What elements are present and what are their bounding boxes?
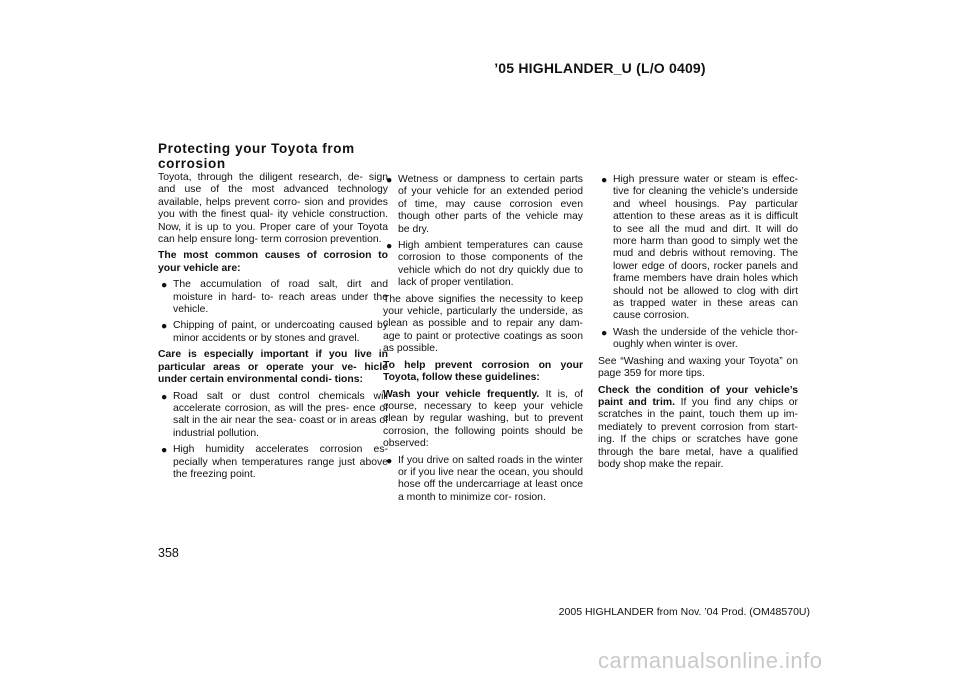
list-item — [383, 455, 583, 505]
bullet-icon: ● — [601, 326, 608, 339]
bullet-icon: ● — [161, 444, 168, 457]
guidelines-heading: To help prevent corrosion on your Toyota, follow these guidelines: — [383, 359, 583, 384]
bullet-icon: ● — [386, 174, 393, 186]
signifies-paragraph: The above signifies the necessity to keep your vehicle, particularly the underside, as clean as possible and to repair any dam- age to paint or protective coatings as soon as possible. — [383, 293, 583, 355]
list-item-text: The accumulation of road salt, dirt and moisture in hard- to- reach areas under the vehicle. — [173, 279, 388, 316]
column-1 — [158, 172, 388, 485]
check-lead: Check the condition of your vehicle’s paint and trim. — [598, 384, 798, 408]
bullet-icon: ● — [386, 454, 393, 467]
watermark-text: carmanualsonline.info — [598, 648, 823, 673]
list-item — [158, 391, 388, 441]
column-2 — [383, 174, 583, 508]
list-item — [158, 320, 388, 345]
intro-paragraph: Toyota, through the diligent research, de- sign and use of the most advanced technology available, helps prevent corro- sion and provides you with the finest qual- ity vehicle construction. Now, it is up to you. Proper care of your Toyota can help ensure long- term corrosion prevention. — [158, 172, 388, 246]
section-title: Protecting your Toyota from corrosion — [158, 141, 355, 171]
wash-paragraph — [383, 389, 583, 451]
page-number: 358 — [158, 546, 179, 560]
bullet-icon: ● — [161, 390, 168, 403]
bullet-icon: ● — [161, 279, 168, 292]
check-paragraph — [598, 385, 798, 472]
list-item — [598, 174, 798, 323]
see-also-paragraph: See “Washing and waxing your Toyota” on page 359 for more tips. — [598, 355, 798, 380]
column-3 — [598, 174, 798, 475]
causes-heading: The most common causes of corrosion to your vehicle are: — [158, 250, 388, 274]
list-item — [383, 174, 583, 236]
list-item-text: Chipping of paint, or undercoating caused by minor accidents or by stones and gravel. — [173, 320, 388, 344]
footer-text: 2005 HIGHLANDER from Nov. ’04 Prod. (OM48570U) — [558, 606, 810, 618]
bullet-icon: ● — [386, 240, 393, 253]
document-header: ’05 HIGHLANDER_U (L/O 0409) — [494, 60, 706, 76]
list-item-text: Wetness or dampness to certain parts of your vehicle for an extended period of time, may cause corrosion even though other parts of the vehicle may be dry. — [398, 174, 583, 235]
list-item — [158, 279, 388, 316]
wash-lead: Wash your vehicle frequently. — [383, 388, 540, 400]
list-item-text: If you drive on salted roads in the winter or if you live near the ocean, you should hose off the undercarriage at least once a month to minimize cor- rosion. — [398, 454, 583, 503]
list-item-text: High humidity accelerates corrosion es- pecially when temperatures range just above the freezing point. — [173, 444, 388, 480]
bullet-icon: ● — [601, 174, 608, 186]
list-item — [383, 240, 583, 290]
list-item-text: High ambient temperatures can cause corrosion to those components of the vehicle which do not dry quickly due to lack of proper ventilation. — [398, 240, 583, 289]
care-heading: Care is especially important if you live in particular areas or operate your ve- hicle under certain environmental condi- tions: — [158, 349, 388, 386]
list-item-text: Wash the underside of the vehicle thor- oughly when winter is over. — [613, 326, 798, 351]
list-item — [158, 444, 388, 481]
list-item-text: Road salt or dust control chemicals will accelerate corrosion, as will the pres- ence of salt in the air near the sea- coast or in areas of industrial pollution. — [173, 390, 388, 439]
list-item — [598, 327, 798, 352]
wash-text: It is, of course, necessary to keep your vehicle clean by regular washing, but to prevent corrosion, the following points should be observed: — [383, 388, 583, 450]
bullet-icon: ● — [161, 320, 168, 333]
list-item-text: High pressure water or steam is effec- tive for cleaning the vehicle’s underside and wheel housings. Pay particular attention to these areas as it is difficult to see all the mud and dirt. It will do more harm than good to simply wet the mud and debris without removing. The lower edge of doors, rocker panels and frame members have drain holes which should not be allowed to clog with dirt as trapped water in these areas can cause corrosion. — [613, 174, 798, 322]
check-text: If you find any chips or scratches in the paint, touch them up im- mediately to prevent corrosion from start- ing. If the chips or scratches have gone through the bare metal, have a qualified body shop make the repair. — [598, 396, 798, 470]
